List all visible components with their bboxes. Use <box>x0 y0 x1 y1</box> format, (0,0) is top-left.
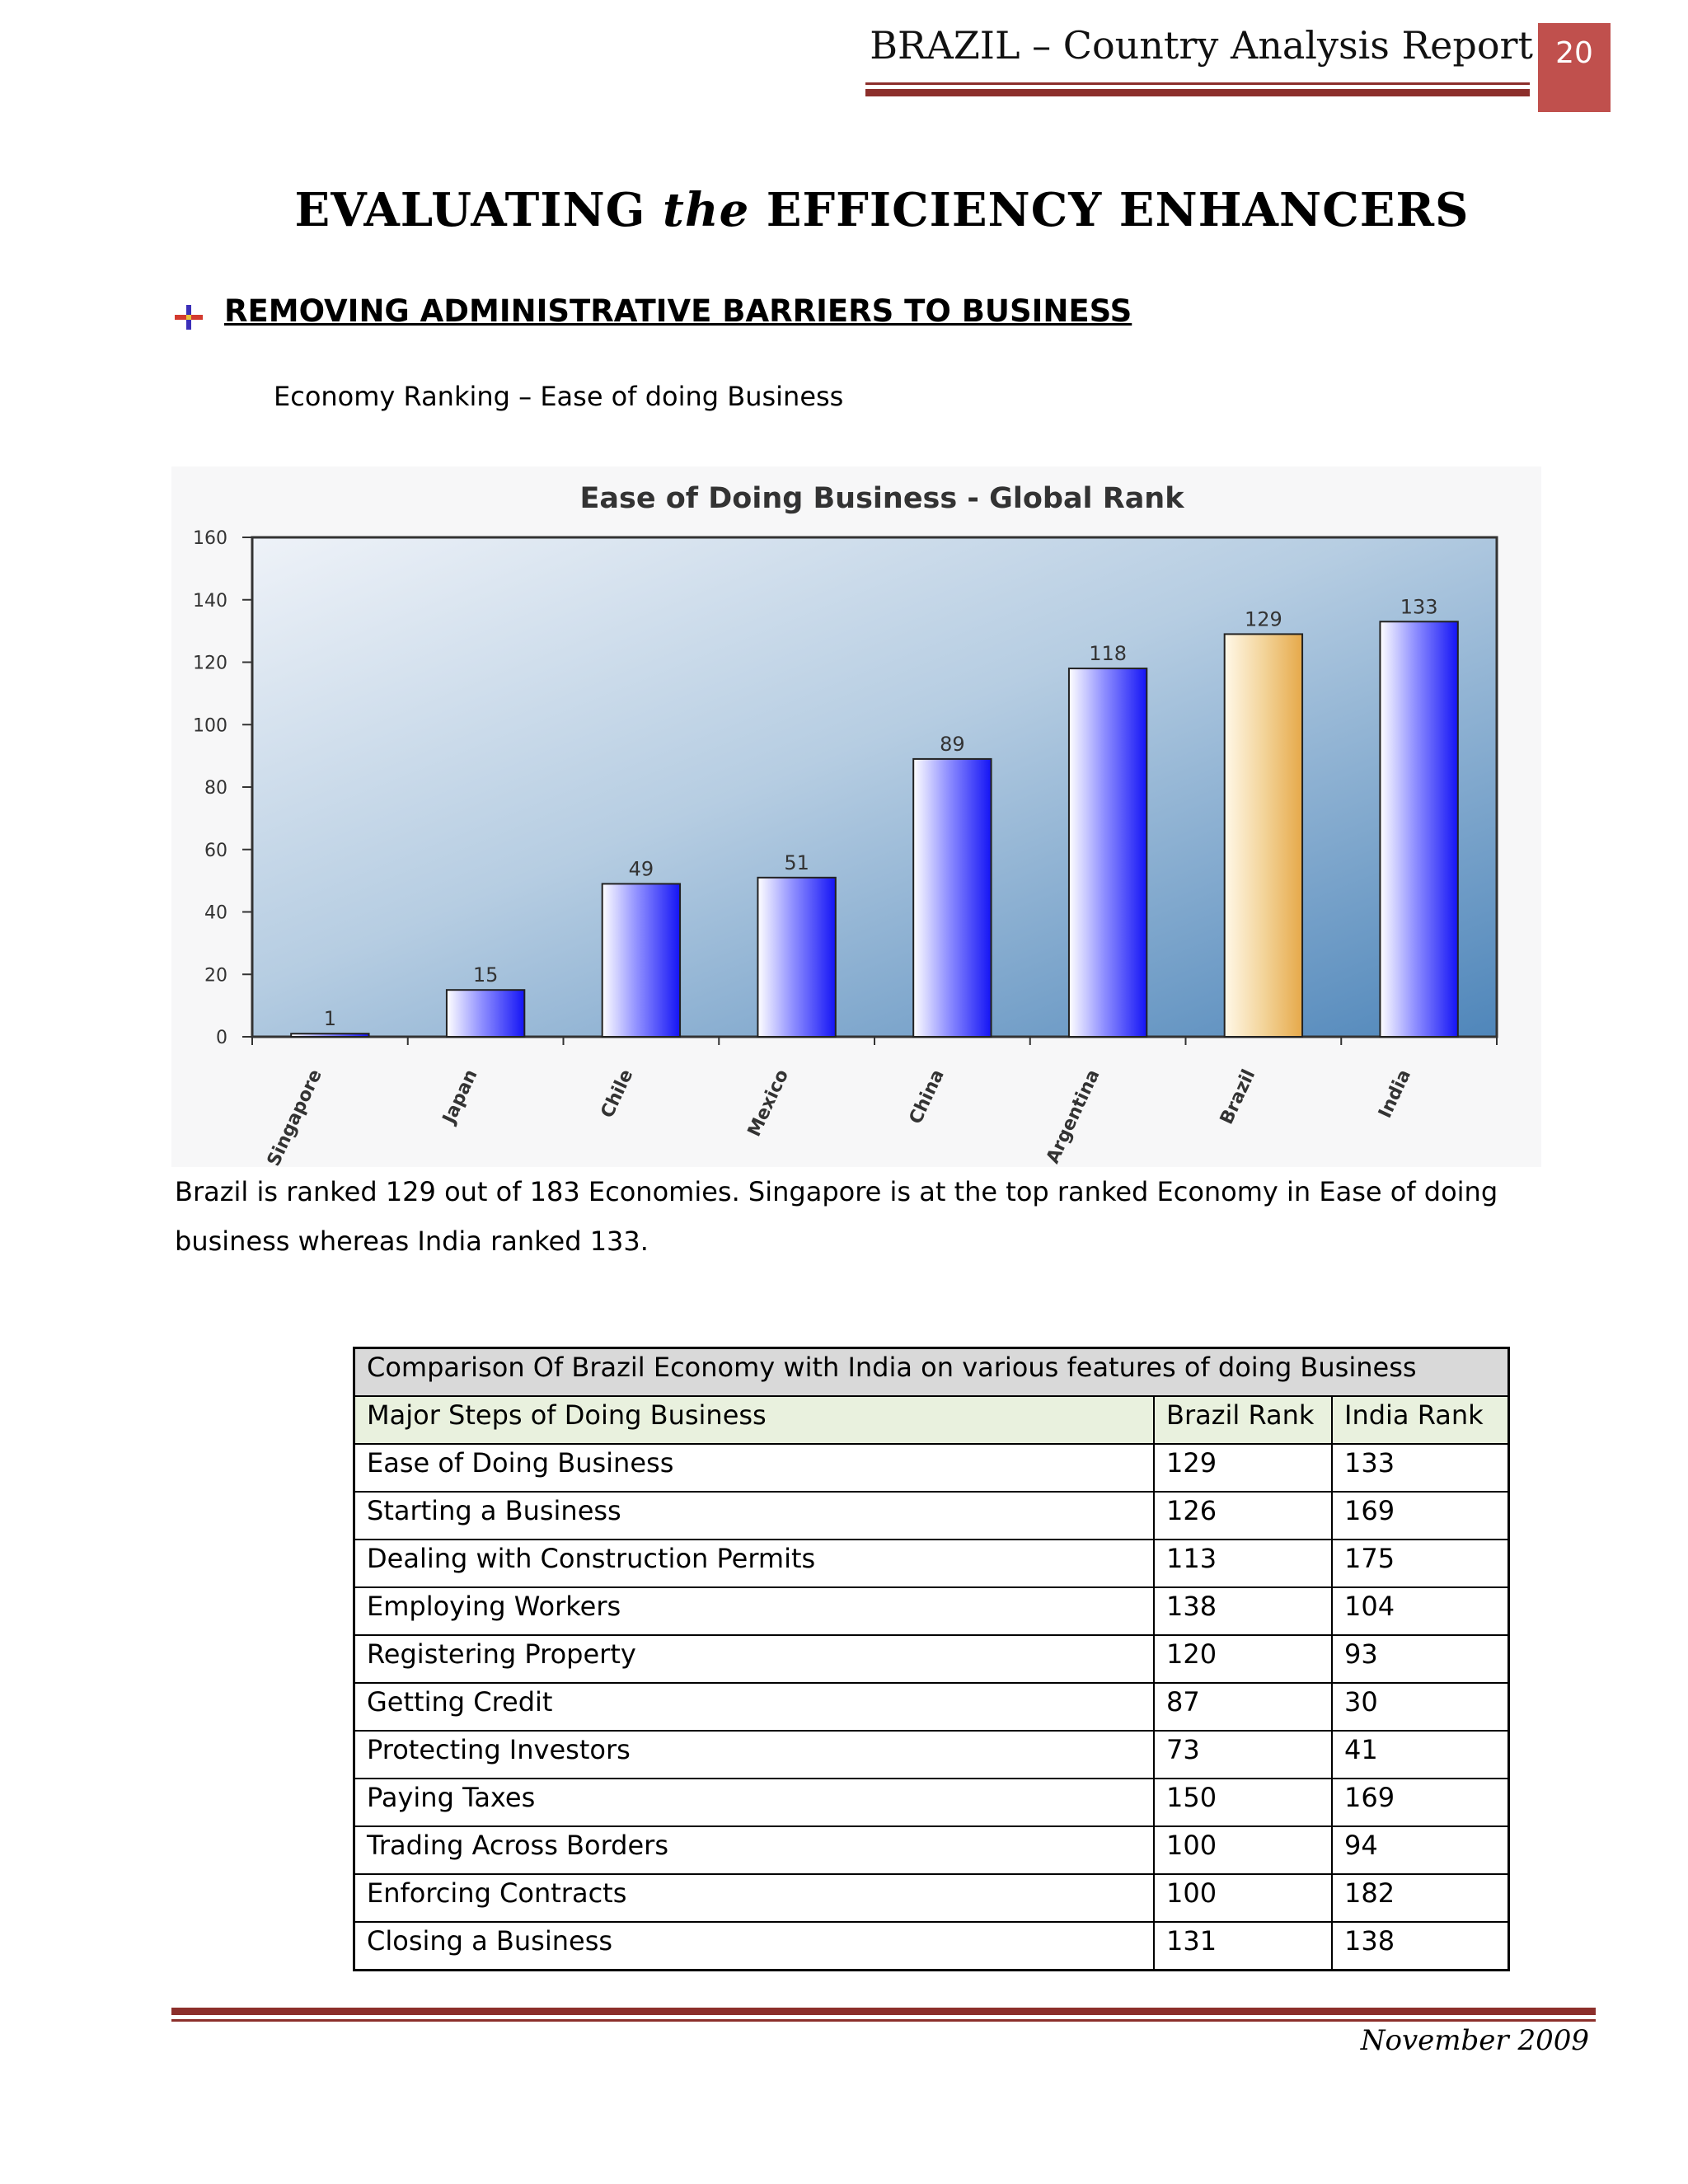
row-india-rank-cell: 94 <box>1332 1826 1509 1874</box>
footer-divider-thick <box>171 2008 1596 2015</box>
row-india-rank-cell: 41 <box>1332 1731 1509 1779</box>
page-title-part2: the <box>662 183 750 237</box>
plot-area <box>252 537 1497 1037</box>
row-india-rank-cell: 30 <box>1332 1683 1509 1731</box>
bar-argentina <box>1069 668 1146 1037</box>
x-axis <box>252 1037 1497 1167</box>
x-tick-label: Mexico <box>743 1066 794 1141</box>
summary-paragraph: Brazil is ranked 129 out of 183 Economies. Singapore is at the top ranked Economy in Ease of doing business whereas India ranked 133. <box>175 1176 1498 1257</box>
bar-india <box>1380 621 1457 1037</box>
footer-divider <box>171 2019 1596 2022</box>
bar-singapore <box>291 1033 368 1037</box>
row-brazil-rank-cell: 100 <box>1154 1826 1332 1874</box>
section-heading: REMOVING ADMINISTRATIVE BARRIERS TO BUSINESS <box>224 293 1132 329</box>
table-title: Comparison Of Brazil Economy with India on various features of doing Business <box>354 1348 1509 1397</box>
table-row <box>354 1731 1509 1779</box>
data-label: 133 <box>1400 595 1438 619</box>
table-row <box>354 1635 1509 1683</box>
page-number-badge: 20 <box>1538 23 1611 112</box>
row-brazil-rank-cell: 120 <box>1154 1635 1332 1683</box>
bar-japan <box>447 990 524 1037</box>
data-label: 51 <box>784 851 809 874</box>
data-label: 15 <box>472 963 499 987</box>
table-row <box>354 1683 1509 1731</box>
table-row <box>354 1874 1509 1922</box>
x-tick-label: Chile <box>597 1066 638 1122</box>
comparison-table <box>353 1347 1510 1971</box>
row-brazil-rank-cell: 113 <box>1154 1540 1332 1587</box>
row-india-rank-cell: 104 <box>1332 1587 1509 1635</box>
row-india-rank-cell: 133 <box>1332 1444 1509 1492</box>
row-brazil-rank-cell: 138 <box>1154 1587 1332 1635</box>
row-step-cell: Ease of Doing Business <box>354 1444 1155 1492</box>
bar-chart <box>171 466 1541 1167</box>
plus-cross-icon <box>175 305 203 330</box>
row-brazil-rank-cell: 129 <box>1154 1444 1332 1492</box>
table-row <box>354 1492 1509 1540</box>
row-brazil-rank-cell: 131 <box>1154 1922 1332 1971</box>
table-header-row <box>354 1396 1509 1444</box>
chart-container <box>171 466 1541 1167</box>
row-step-cell: Closing a Business <box>354 1922 1155 1971</box>
data-label: 118 <box>1089 642 1128 666</box>
data-label: 49 <box>628 857 654 881</box>
table-title-row <box>354 1348 1509 1397</box>
row-brazil-rank-cell: 73 <box>1154 1731 1332 1779</box>
bar-chile <box>603 883 680 1037</box>
row-step-cell: Paying Taxes <box>354 1779 1155 1826</box>
x-tick-label: Singapore <box>263 1066 326 1167</box>
row-india-rank-cell: 175 <box>1332 1540 1509 1587</box>
row-india-rank-cell: 169 <box>1332 1779 1509 1826</box>
x-tick-label: China <box>905 1066 949 1127</box>
data-label: 89 <box>940 732 965 756</box>
row-india-rank-cell: 93 <box>1332 1635 1509 1683</box>
row-brazil-rank-cell: 126 <box>1154 1492 1332 1540</box>
header-divider-thick <box>865 89 1530 96</box>
table-row <box>354 1540 1509 1587</box>
row-step-cell: Employing Workers <box>354 1587 1155 1635</box>
y-tick-label: 60 <box>204 840 227 861</box>
row-brazil-rank-cell: 150 <box>1154 1779 1332 1826</box>
row-india-rank-cell: 169 <box>1332 1492 1509 1540</box>
header-divider <box>865 82 1530 85</box>
data-label: 1 <box>323 1007 337 1031</box>
row-step-cell: Starting a Business <box>354 1492 1155 1540</box>
row-step-cell: Dealing with Construction Permits <box>354 1540 1155 1587</box>
bar-china <box>913 759 991 1037</box>
x-tick-label: Argentina <box>1043 1066 1104 1167</box>
y-tick-label: 0 <box>216 1028 227 1048</box>
chart-caption: Economy Ranking – Ease of doing Business <box>274 381 844 412</box>
row-brazil-rank-cell: 87 <box>1154 1683 1332 1731</box>
x-tick-label: India <box>1375 1066 1416 1122</box>
y-tick-label: 160 <box>193 528 227 549</box>
data-label: 129 <box>1244 607 1282 631</box>
page-title-part1: EVALUATING <box>294 183 646 237</box>
row-brazil-rank-cell: 100 <box>1154 1874 1332 1922</box>
row-step-cell: Enforcing Contracts <box>354 1874 1155 1922</box>
column-header-brazil-rank: Brazil Rank <box>1154 1396 1332 1444</box>
row-step-cell: Protecting Investors <box>354 1731 1155 1779</box>
x-tick-label: Japan <box>438 1066 482 1127</box>
bar-brazil <box>1225 634 1302 1037</box>
table-row <box>354 1922 1509 1971</box>
column-header-steps: Major Steps of Doing Business <box>354 1396 1155 1444</box>
row-step-cell: Getting Credit <box>354 1683 1155 1731</box>
chart-title: Ease of Doing Business - Global Rank <box>579 482 1184 515</box>
report-title: BRAZIL – Country Analysis Report <box>870 23 1533 68</box>
row-step-cell: Registering Property <box>354 1635 1155 1683</box>
footer-date: November 2009 <box>1360 2024 1589 2057</box>
row-india-rank-cell: 182 <box>1332 1874 1509 1922</box>
x-tick-label: Brazil <box>1216 1066 1260 1128</box>
page-title <box>0 183 1688 237</box>
y-tick-label: 120 <box>193 653 227 674</box>
y-tick-label: 80 <box>204 778 227 799</box>
y-tick-label: 140 <box>193 590 227 612</box>
y-axis <box>193 528 252 1048</box>
column-header-india-rank: India Rank <box>1332 1396 1509 1444</box>
table-row <box>354 1587 1509 1635</box>
y-tick-label: 20 <box>204 965 227 987</box>
y-tick-label: 40 <box>204 902 227 924</box>
page-title-part3: EFFICIENCY ENHANCERS <box>766 183 1470 237</box>
y-tick-label: 100 <box>193 715 227 737</box>
table-row <box>354 1826 1509 1874</box>
row-step-cell: Trading Across Borders <box>354 1826 1155 1874</box>
table-row <box>354 1779 1509 1826</box>
row-india-rank-cell: 138 <box>1332 1922 1509 1971</box>
bar-mexico <box>757 878 835 1037</box>
table-row <box>354 1444 1509 1492</box>
